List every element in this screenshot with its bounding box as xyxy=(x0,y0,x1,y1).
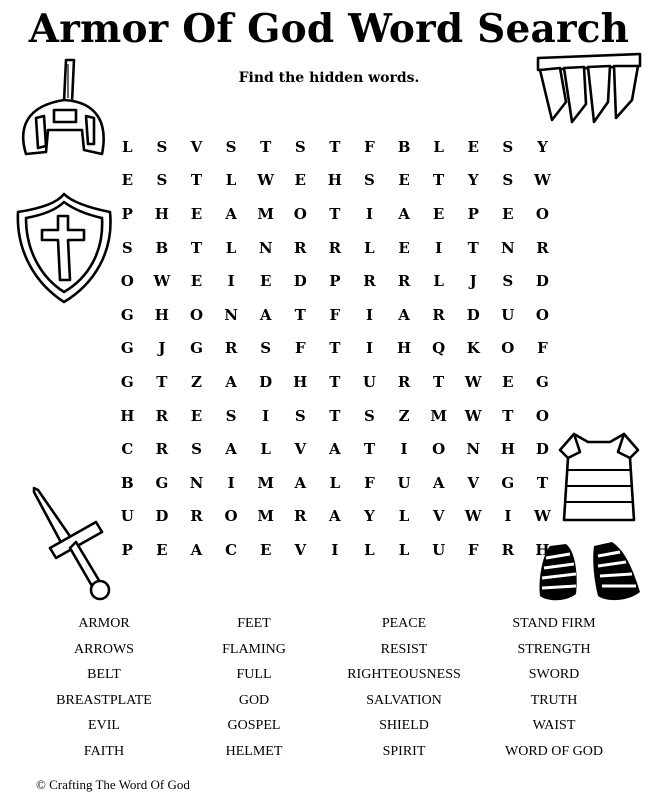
grid-row xyxy=(110,264,560,298)
grid-cell[interactable]: R xyxy=(294,507,307,526)
breastplate-icon xyxy=(554,430,644,530)
grid-cell[interactable]: E xyxy=(398,171,410,190)
grid-cell[interactable]: T xyxy=(190,171,203,190)
grid-cell[interactable]: M xyxy=(257,473,274,492)
grid-cell[interactable]: J xyxy=(469,272,477,291)
grid-cell[interactable]: M xyxy=(257,507,274,526)
grid-cell[interactable]: S xyxy=(156,137,168,156)
grid-cell[interactable]: T xyxy=(329,372,341,391)
grid-cell[interactable]: G xyxy=(120,372,134,391)
grid-cell[interactable]: V xyxy=(294,440,307,459)
grid-cell[interactable]: K xyxy=(466,339,480,358)
grid-cell[interactable]: F xyxy=(364,473,375,492)
grid-cell[interactable]: I xyxy=(400,440,408,459)
grid-cell[interactable]: O xyxy=(224,507,238,526)
grid-cell[interactable]: D xyxy=(155,507,169,526)
grid-cell[interactable]: M xyxy=(257,204,274,223)
grid-cell[interactable]: M xyxy=(430,406,447,425)
grid-cell[interactable]: N xyxy=(189,473,204,492)
grid-row xyxy=(110,365,560,399)
grid-cell[interactable]: T xyxy=(329,204,341,223)
grid-cell[interactable]: I xyxy=(365,305,373,324)
grid-cell[interactable]: N xyxy=(500,238,515,257)
grid-cell[interactable]: G xyxy=(155,473,169,492)
grid-cell[interactable]: T xyxy=(260,137,272,156)
grid-cell[interactable]: I xyxy=(365,204,373,223)
grid-cell[interactable]: R xyxy=(397,372,411,391)
word-list-item: PEACE xyxy=(381,616,427,631)
grid-cell[interactable]: I xyxy=(227,473,235,492)
grid-cell[interactable]: E xyxy=(432,204,445,223)
grid-cell[interactable]: R xyxy=(363,272,376,291)
grid-cell[interactable]: I xyxy=(331,540,339,559)
grid-cell[interactable]: L xyxy=(364,238,375,257)
grid-cell[interactable]: R xyxy=(294,238,307,257)
grid-cell[interactable]: F xyxy=(537,339,548,358)
grid-row xyxy=(110,164,560,198)
word-list-item: SWORD xyxy=(528,667,580,682)
word-column xyxy=(474,611,634,764)
grid-cell[interactable]: P xyxy=(329,272,341,291)
word-list-item: ARMOR xyxy=(78,616,130,631)
grid-cell[interactable]: V xyxy=(432,507,445,526)
grid-cell[interactable]: T xyxy=(363,440,376,459)
word-list-item: SALVATION xyxy=(366,692,442,708)
grid-cell[interactable]: Y xyxy=(467,171,479,190)
word-list-item: FLAMING xyxy=(222,641,286,657)
grid-cell[interactable]: E xyxy=(121,171,134,190)
grid-cell[interactable]: O xyxy=(535,305,549,324)
grid-cell[interactable]: A xyxy=(190,540,203,559)
instructions: Find the hidden words. xyxy=(238,70,420,86)
grid-cell[interactable]: S xyxy=(294,137,306,156)
grid-cell[interactable]: D xyxy=(259,372,273,391)
grid-cell[interactable]: H xyxy=(327,171,342,190)
grid-cell[interactable]: E xyxy=(259,272,272,291)
grid-cell[interactable]: S xyxy=(225,137,237,156)
grid-cell[interactable]: S xyxy=(191,440,202,459)
grid-row xyxy=(110,231,560,265)
grid-cell[interactable]: H xyxy=(535,540,550,559)
grid-cell[interactable]: E xyxy=(294,171,306,190)
grid-row xyxy=(110,432,560,466)
grid-cell[interactable]: T xyxy=(329,406,341,425)
grid-cell[interactable]: S xyxy=(502,137,514,156)
grid-cell[interactable]: C xyxy=(225,540,238,559)
grid-cell[interactable]: U xyxy=(362,372,376,391)
grid-cell[interactable]: H xyxy=(396,339,412,358)
grid-cell[interactable]: Z xyxy=(398,406,410,425)
grid-cell[interactable]: A xyxy=(398,204,410,223)
grid-cell[interactable]: D xyxy=(535,440,549,459)
grid-cell[interactable]: H xyxy=(500,440,515,459)
grid-cell[interactable]: B xyxy=(120,473,134,492)
grid-cell[interactable]: A xyxy=(398,305,410,324)
grid-cell[interactable]: G xyxy=(120,305,134,324)
grid-cell[interactable]: L xyxy=(433,137,444,156)
grid-cell[interactable]: P xyxy=(467,204,479,223)
grid-cell[interactable]: R xyxy=(155,440,169,459)
grid-cell[interactable]: F xyxy=(364,137,375,156)
grid-cell[interactable]: S xyxy=(502,272,514,291)
grid-cell[interactable]: T xyxy=(329,137,341,156)
word-list-item: SHIELD xyxy=(379,718,429,733)
grid-row xyxy=(110,533,560,567)
grid-cell[interactable]: Z xyxy=(191,372,202,391)
grid-cell[interactable]: E xyxy=(398,238,410,257)
grid-cell[interactable]: N xyxy=(224,305,238,324)
grid-cell[interactable]: Q xyxy=(432,339,446,358)
grid-row xyxy=(110,197,560,231)
grid-cell[interactable]: T xyxy=(156,372,168,391)
grid-cell[interactable]: T xyxy=(502,406,514,425)
grid-cell[interactable]: E xyxy=(259,540,272,559)
grid-cell[interactable]: F xyxy=(294,339,306,358)
grid-cell[interactable]: L xyxy=(225,238,237,257)
grid-cell[interactable]: O xyxy=(535,406,549,425)
grid-cell[interactable]: T xyxy=(467,238,479,257)
grid-cell[interactable]: H xyxy=(120,406,135,425)
grid-row xyxy=(110,399,560,433)
grid-row xyxy=(110,130,560,164)
grid-cell[interactable]: A xyxy=(294,473,307,492)
grid-cell[interactable]: G xyxy=(501,473,515,492)
grid-cell[interactable]: N xyxy=(466,440,481,459)
grid-cell[interactable]: S xyxy=(502,171,514,190)
grid-cell[interactable]: I xyxy=(365,339,373,358)
grid-cell[interactable]: E xyxy=(190,204,203,223)
grid-cell[interactable]: T xyxy=(433,171,445,190)
grid-cell[interactable]: A xyxy=(432,473,445,492)
grid-cell[interactable]: O xyxy=(120,272,134,291)
grid-row xyxy=(110,466,560,500)
grid-cell[interactable]: L xyxy=(122,137,133,156)
grid-cell[interactable]: A xyxy=(329,440,341,459)
grid-cell[interactable]: A xyxy=(225,440,237,459)
copyright-notice: © Crafting The Word Of God xyxy=(36,777,190,792)
word-list-item: RESIST xyxy=(380,641,428,657)
grid-cell[interactable]: O xyxy=(535,204,549,223)
word-column xyxy=(174,611,334,764)
word-list-item: GOSPEL xyxy=(227,718,281,733)
grid-cell[interactable]: O xyxy=(293,204,307,223)
grid-cell[interactable]: G xyxy=(120,339,134,358)
grid-cell[interactable]: R xyxy=(432,305,445,324)
grid-cell[interactable]: W xyxy=(153,272,171,291)
grid-cell[interactable]: W xyxy=(464,372,482,391)
grid-cell[interactable]: P xyxy=(121,204,133,223)
grid-cell[interactable]: S xyxy=(156,171,168,190)
word-list-item: SPIRIT xyxy=(382,743,426,759)
grid-cell[interactable]: S xyxy=(225,406,237,425)
grid-cell[interactable]: R xyxy=(328,238,342,257)
grid-cell[interactable]: Y xyxy=(537,137,548,156)
grid-cell[interactable]: H xyxy=(154,204,169,223)
word-list-item: WAIST xyxy=(532,718,576,733)
grid-cell[interactable]: B xyxy=(155,238,169,257)
grid-cell[interactable]: T xyxy=(433,372,445,391)
grid-cell[interactable]: E xyxy=(156,540,168,559)
grid-row xyxy=(110,500,560,534)
grid-cell[interactable]: I xyxy=(227,272,235,291)
grid-cell[interactable]: A xyxy=(259,305,272,324)
grid-cell[interactable]: A xyxy=(225,372,237,391)
grid-cell[interactable]: H xyxy=(293,372,308,391)
grid-cell[interactable]: V xyxy=(467,473,480,492)
grid-cell[interactable]: L xyxy=(433,272,444,291)
word-column xyxy=(24,611,184,764)
sword-icon xyxy=(28,486,112,610)
grid-cell[interactable]: S xyxy=(294,406,306,425)
grid-cell[interactable]: D xyxy=(466,305,480,324)
grid-cell[interactable]: G xyxy=(190,339,203,358)
grid-cell[interactable]: W xyxy=(464,507,482,526)
grid-cell[interactable]: O xyxy=(501,339,515,358)
word-list-item: HELMET xyxy=(225,743,283,759)
grid-cell[interactable]: V xyxy=(190,137,203,156)
grid-cell[interactable]: H xyxy=(154,305,169,324)
word-list-item: BELT xyxy=(87,667,121,682)
grid-cell[interactable]: P xyxy=(121,540,133,559)
grid-cell[interactable]: J xyxy=(158,339,166,358)
word-list-item: FEET xyxy=(237,616,271,631)
grid-cell[interactable]: W xyxy=(533,171,551,190)
grid-cell[interactable]: U xyxy=(120,507,134,526)
grid-cell[interactable]: V xyxy=(294,540,307,559)
grid-cell[interactable]: C xyxy=(121,440,134,459)
grid-cell[interactable]: I xyxy=(504,507,512,526)
grid-cell[interactable]: O xyxy=(189,305,204,324)
helmet-icon xyxy=(14,58,114,172)
grid-cell[interactable]: F xyxy=(329,305,341,324)
word-list-item: EVIL xyxy=(88,718,120,733)
grid-cell[interactable]: W xyxy=(464,406,482,425)
grid-cell[interactable]: R xyxy=(397,272,411,291)
word-column xyxy=(324,611,484,764)
grid-cell[interactable]: S xyxy=(364,406,375,425)
grid-cell[interactable]: L xyxy=(398,540,410,559)
grid-cell[interactable]: U xyxy=(432,540,446,559)
grid-cell[interactable]: A xyxy=(329,507,341,526)
word-list-item: BREASTPLATE xyxy=(56,692,152,708)
grid-cell[interactable]: R xyxy=(224,339,238,358)
grid-cell[interactable]: E xyxy=(502,204,514,223)
grid-cell[interactable]: S xyxy=(121,238,133,257)
grid-cell[interactable]: U xyxy=(397,473,411,492)
grid-cell[interactable]: N xyxy=(258,238,273,257)
grid-cell[interactable]: F xyxy=(467,540,479,559)
grid-cell[interactable]: S xyxy=(260,339,272,358)
grid-cell[interactable]: I xyxy=(262,406,270,425)
grid-cell[interactable]: L xyxy=(260,440,271,459)
grid-cell[interactable]: T xyxy=(294,305,306,324)
grid-cell[interactable]: A xyxy=(225,204,237,223)
grid-cell[interactable]: R xyxy=(536,238,549,257)
grid-cell[interactable]: B xyxy=(397,137,411,156)
grid-cell[interactable]: I xyxy=(435,238,443,257)
word-list-item: GOD xyxy=(238,692,270,708)
word-list xyxy=(0,611,658,771)
grid-cell[interactable]: T xyxy=(190,238,203,257)
grid-cell[interactable]: S xyxy=(364,171,375,190)
grid-cell[interactable]: W xyxy=(257,171,275,190)
grid-cell[interactable]: R xyxy=(155,406,169,425)
grid-cell[interactable]: L xyxy=(364,540,375,559)
page-title: Armor Of God Word Search xyxy=(28,6,630,52)
word-list-item: TRUTH xyxy=(530,692,578,708)
shield-icon xyxy=(14,192,114,308)
grid-cell[interactable]: L xyxy=(329,473,341,492)
grid-cell[interactable]: E xyxy=(190,272,203,291)
word-list-item: STAND FIRM xyxy=(512,616,596,631)
grid-cell[interactable]: E xyxy=(467,137,479,156)
grid-cell[interactable]: Y xyxy=(364,507,375,526)
grid-cell[interactable]: E xyxy=(190,406,203,425)
word-list-item: RIGHTEOUSNESS xyxy=(347,667,461,682)
grid-cell[interactable]: D xyxy=(535,272,549,291)
word-list-item: FAITH xyxy=(83,743,125,759)
grid-cell[interactable]: E xyxy=(502,372,514,391)
grid-cell[interactable]: T xyxy=(329,339,341,358)
word-list-item: WORD OF GOD xyxy=(505,743,603,759)
grid-cell[interactable]: G xyxy=(536,372,549,391)
grid-cell[interactable]: L xyxy=(225,171,237,190)
letter-grid xyxy=(110,130,560,567)
grid-cell[interactable]: U xyxy=(501,305,515,324)
word-list-item: FULL xyxy=(236,667,272,682)
grid-cell[interactable]: L xyxy=(398,507,410,526)
word-list-item: STRENGTH xyxy=(517,641,591,657)
grid-cell[interactable]: R xyxy=(190,507,203,526)
grid-cell[interactable]: O xyxy=(432,440,446,459)
grid-cell[interactable]: R xyxy=(501,540,515,559)
grid-cell[interactable]: T xyxy=(536,473,548,492)
word-list-item: ARROWS xyxy=(74,641,134,657)
grid-cell[interactable]: D xyxy=(293,272,307,291)
grid-row xyxy=(110,332,560,366)
belt-icon xyxy=(536,52,644,128)
grid-row xyxy=(110,298,560,332)
grid-cell[interactable]: W xyxy=(533,507,551,526)
